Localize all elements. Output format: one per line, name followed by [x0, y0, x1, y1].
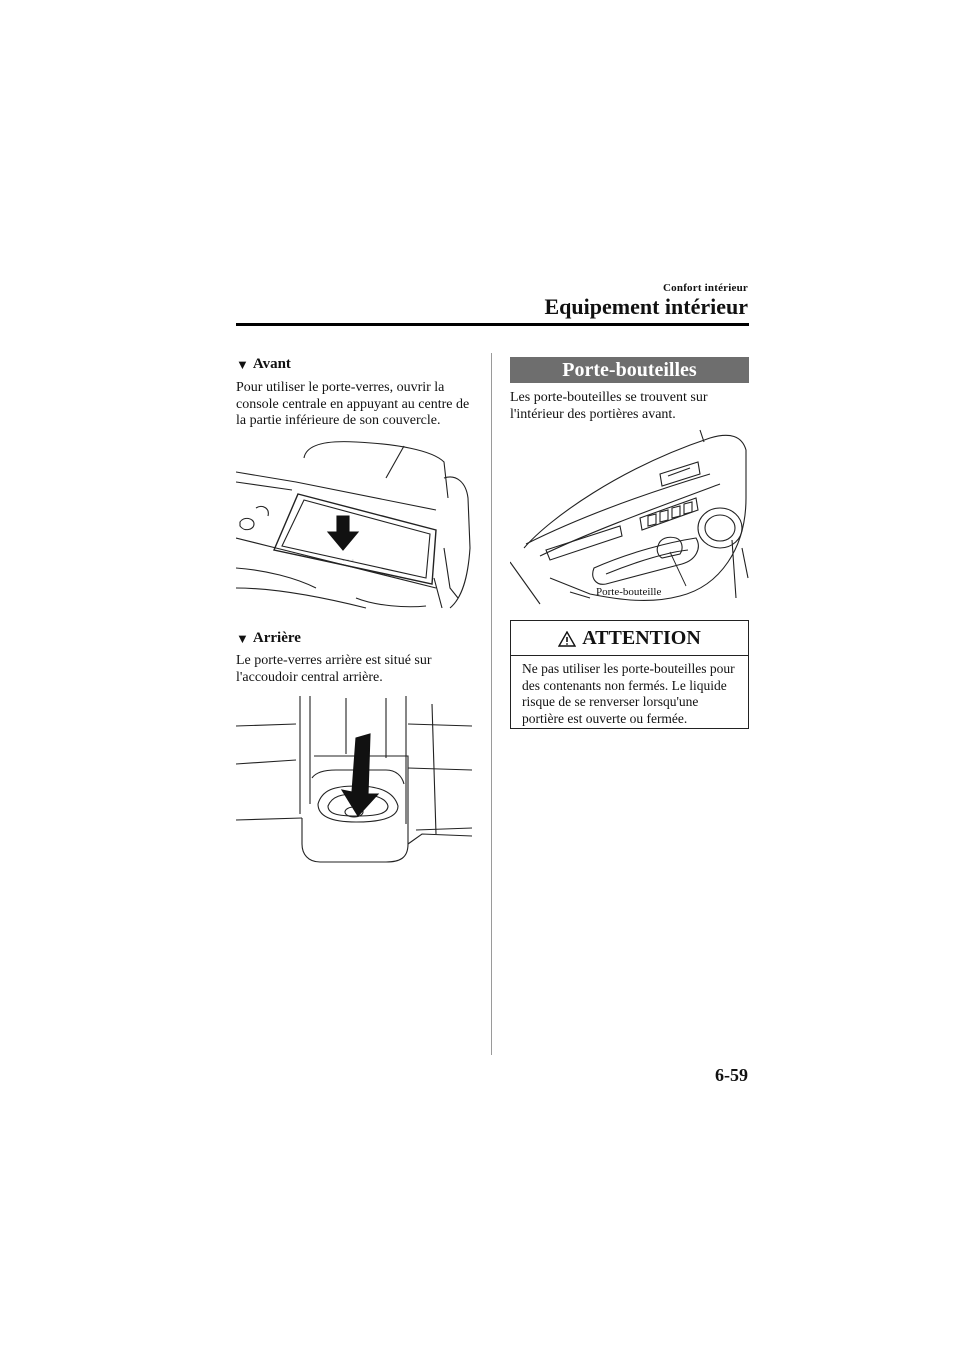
text-line: Pour utiliser le porte-verres, ouvrir la — [236, 380, 445, 395]
door-panel-illustration — [510, 428, 750, 608]
svg-text:◦ ◦ ◦: ◦ ◦ ◦ — [342, 558, 355, 564]
page-number: 6-59 — [715, 1065, 748, 1085]
rear-armrest-illustration — [236, 694, 472, 874]
avant-paragraph — [236, 380, 486, 430]
text-line: Les porte-bouteilles se trouvent sur — [510, 390, 708, 405]
subheading-arriere-label: Arrière — [252, 630, 301, 646]
triangle-bullet-icon: ▼ — [236, 357, 249, 372]
header-rule — [236, 323, 749, 326]
front-console-illustration — [236, 438, 472, 610]
text-line: risque de se renverser lorsqu'une — [522, 694, 699, 709]
subheading-avant-label: Avant — [252, 356, 291, 372]
column-divider — [491, 353, 492, 1055]
caution-title-text: ATTENTION — [582, 627, 701, 649]
porte-bouteilles-paragraph — [510, 390, 750, 423]
chapter-label: Confort intérieur — [663, 282, 748, 294]
warning-triangle-icon — [558, 631, 576, 647]
text-line: des contenants non fermés. Le liquide — [522, 677, 727, 693]
text-line: la partie inférieure de son couvercle. — [236, 413, 441, 428]
text-line: portière est ouverte ou fermée. — [522, 710, 688, 726]
subheading-arriere — [236, 630, 301, 647]
subheading-avant — [236, 356, 291, 373]
bottle-holder-callout: Porte-bouteille — [596, 586, 662, 598]
caution-heading — [511, 627, 748, 650]
caution-box — [510, 620, 749, 729]
triangle-bullet-icon: ▼ — [236, 631, 249, 646]
section-title: Equipement intérieur — [544, 294, 748, 319]
text-line: console centrale en appuyant au centre de — [236, 396, 470, 412]
text-line: l'accoudoir central arrière. — [236, 669, 383, 685]
caution-rule — [511, 655, 748, 656]
text-line: Le porte-verres arrière est situé sur — [236, 653, 432, 668]
text-line: l'intérieur des portières avant. — [510, 406, 676, 422]
caution-text — [522, 661, 740, 727]
text-line: Ne pas utiliser les porte-bouteilles pour — [522, 661, 735, 676]
section-bar-porte-bouteilles: Porte-bouteilles — [510, 357, 749, 383]
arriere-paragraph — [236, 653, 486, 686]
